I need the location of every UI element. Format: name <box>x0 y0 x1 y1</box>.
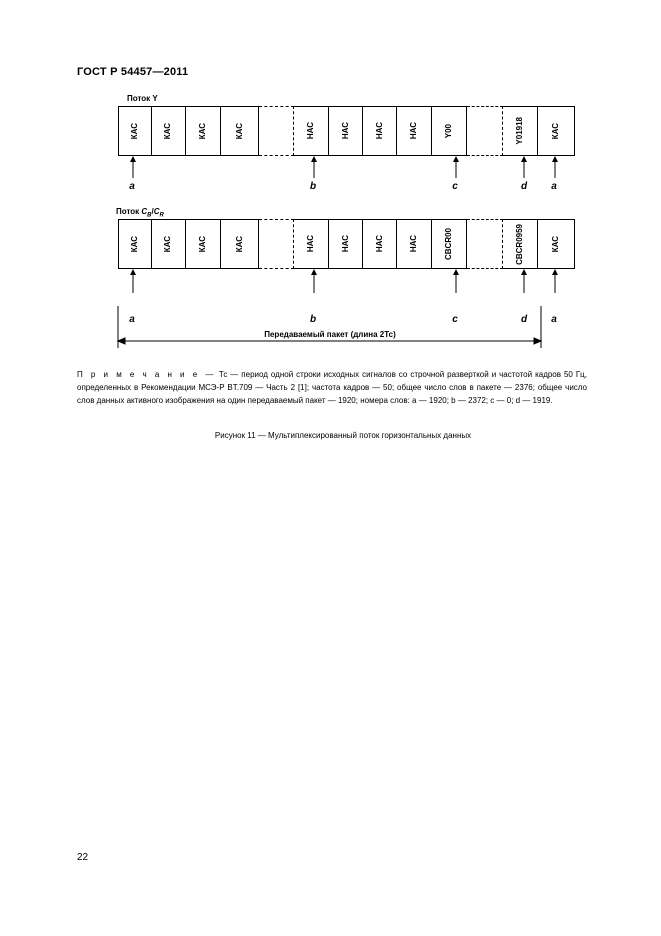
cell-c-9: CBCR00 <box>432 219 467 269</box>
marker-d-2: d <box>520 314 528 325</box>
cell-y-8: НАС <box>397 106 432 156</box>
cell-y-11: Y01918 <box>503 106 538 156</box>
cell-y-6: НАС <box>329 106 363 156</box>
marker-c-2: c <box>452 314 458 325</box>
figure-caption: Рисунок 11 — Мультиплексированный поток горизонтальных данных <box>214 431 472 440</box>
marker-b-1: b <box>309 181 317 192</box>
cell-y-0: КАС <box>118 106 152 156</box>
page-number: 22 <box>77 852 89 863</box>
cell-c-2: КАС <box>186 219 221 269</box>
stream-c-label: Поток $C_B/C_R$ <box>116 207 164 219</box>
marker-a-2: a <box>129 314 135 325</box>
cell-y-2: КАС <box>186 106 221 156</box>
cell-y-12: КАС <box>538 106 575 156</box>
arrows-row-1 <box>133 159 555 178</box>
cell-c-0: КАС <box>118 219 152 269</box>
stream-y-label: Поток Y <box>127 94 158 103</box>
cell-y-9: Y00 <box>432 106 467 156</box>
cell-c-11: CBCR0959 <box>503 219 538 269</box>
packet-span-label: Передаваемый пакет (длина 2Тс) <box>264 330 396 339</box>
marker-b-2: b <box>309 314 317 325</box>
marker-d-1: d <box>520 181 528 192</box>
figure-note: П р и м е ч а н и е — Тс — период одной строки исходных сигналов со строчной разверткой и частотой кадров 50 Гц, определенных в Рекомендации МСЭ-Р BT.709 — Часть 2 [1]; частота кадров — 50; общее число слов в пакете — 2376; общее число слов данных активного изображения на один передаваемый пакет — 1920; номера слов: a — 1920; b — 2372; c — 0; d — 1919. <box>77 370 587 405</box>
marker-e-1: a <box>551 181 557 192</box>
cell-c-6: НАС <box>329 219 363 269</box>
cell-c-7: НАС <box>363 219 397 269</box>
cell-c-12: КАС <box>538 219 575 269</box>
cell-y-7: НАС <box>363 106 397 156</box>
marker-a-1: a <box>129 181 135 192</box>
cell-c-3: КАС <box>221 219 259 269</box>
document-header: ГОСТ Р 54457—2011 <box>77 66 189 78</box>
cell-y-5: НАС <box>294 106 329 156</box>
marker-c-1: c <box>452 181 458 192</box>
cell-c-1: КАС <box>151 219 186 269</box>
cell-c-8: НАС <box>397 219 432 269</box>
cell-y-1: КАС <box>151 106 186 156</box>
cell-c-5: НАС <box>294 219 329 269</box>
marker-e-2: a <box>551 314 557 325</box>
packet-dimension-line <box>118 306 541 348</box>
arrows-row-2 <box>133 272 555 293</box>
cell-y-3: КАС <box>221 106 259 156</box>
